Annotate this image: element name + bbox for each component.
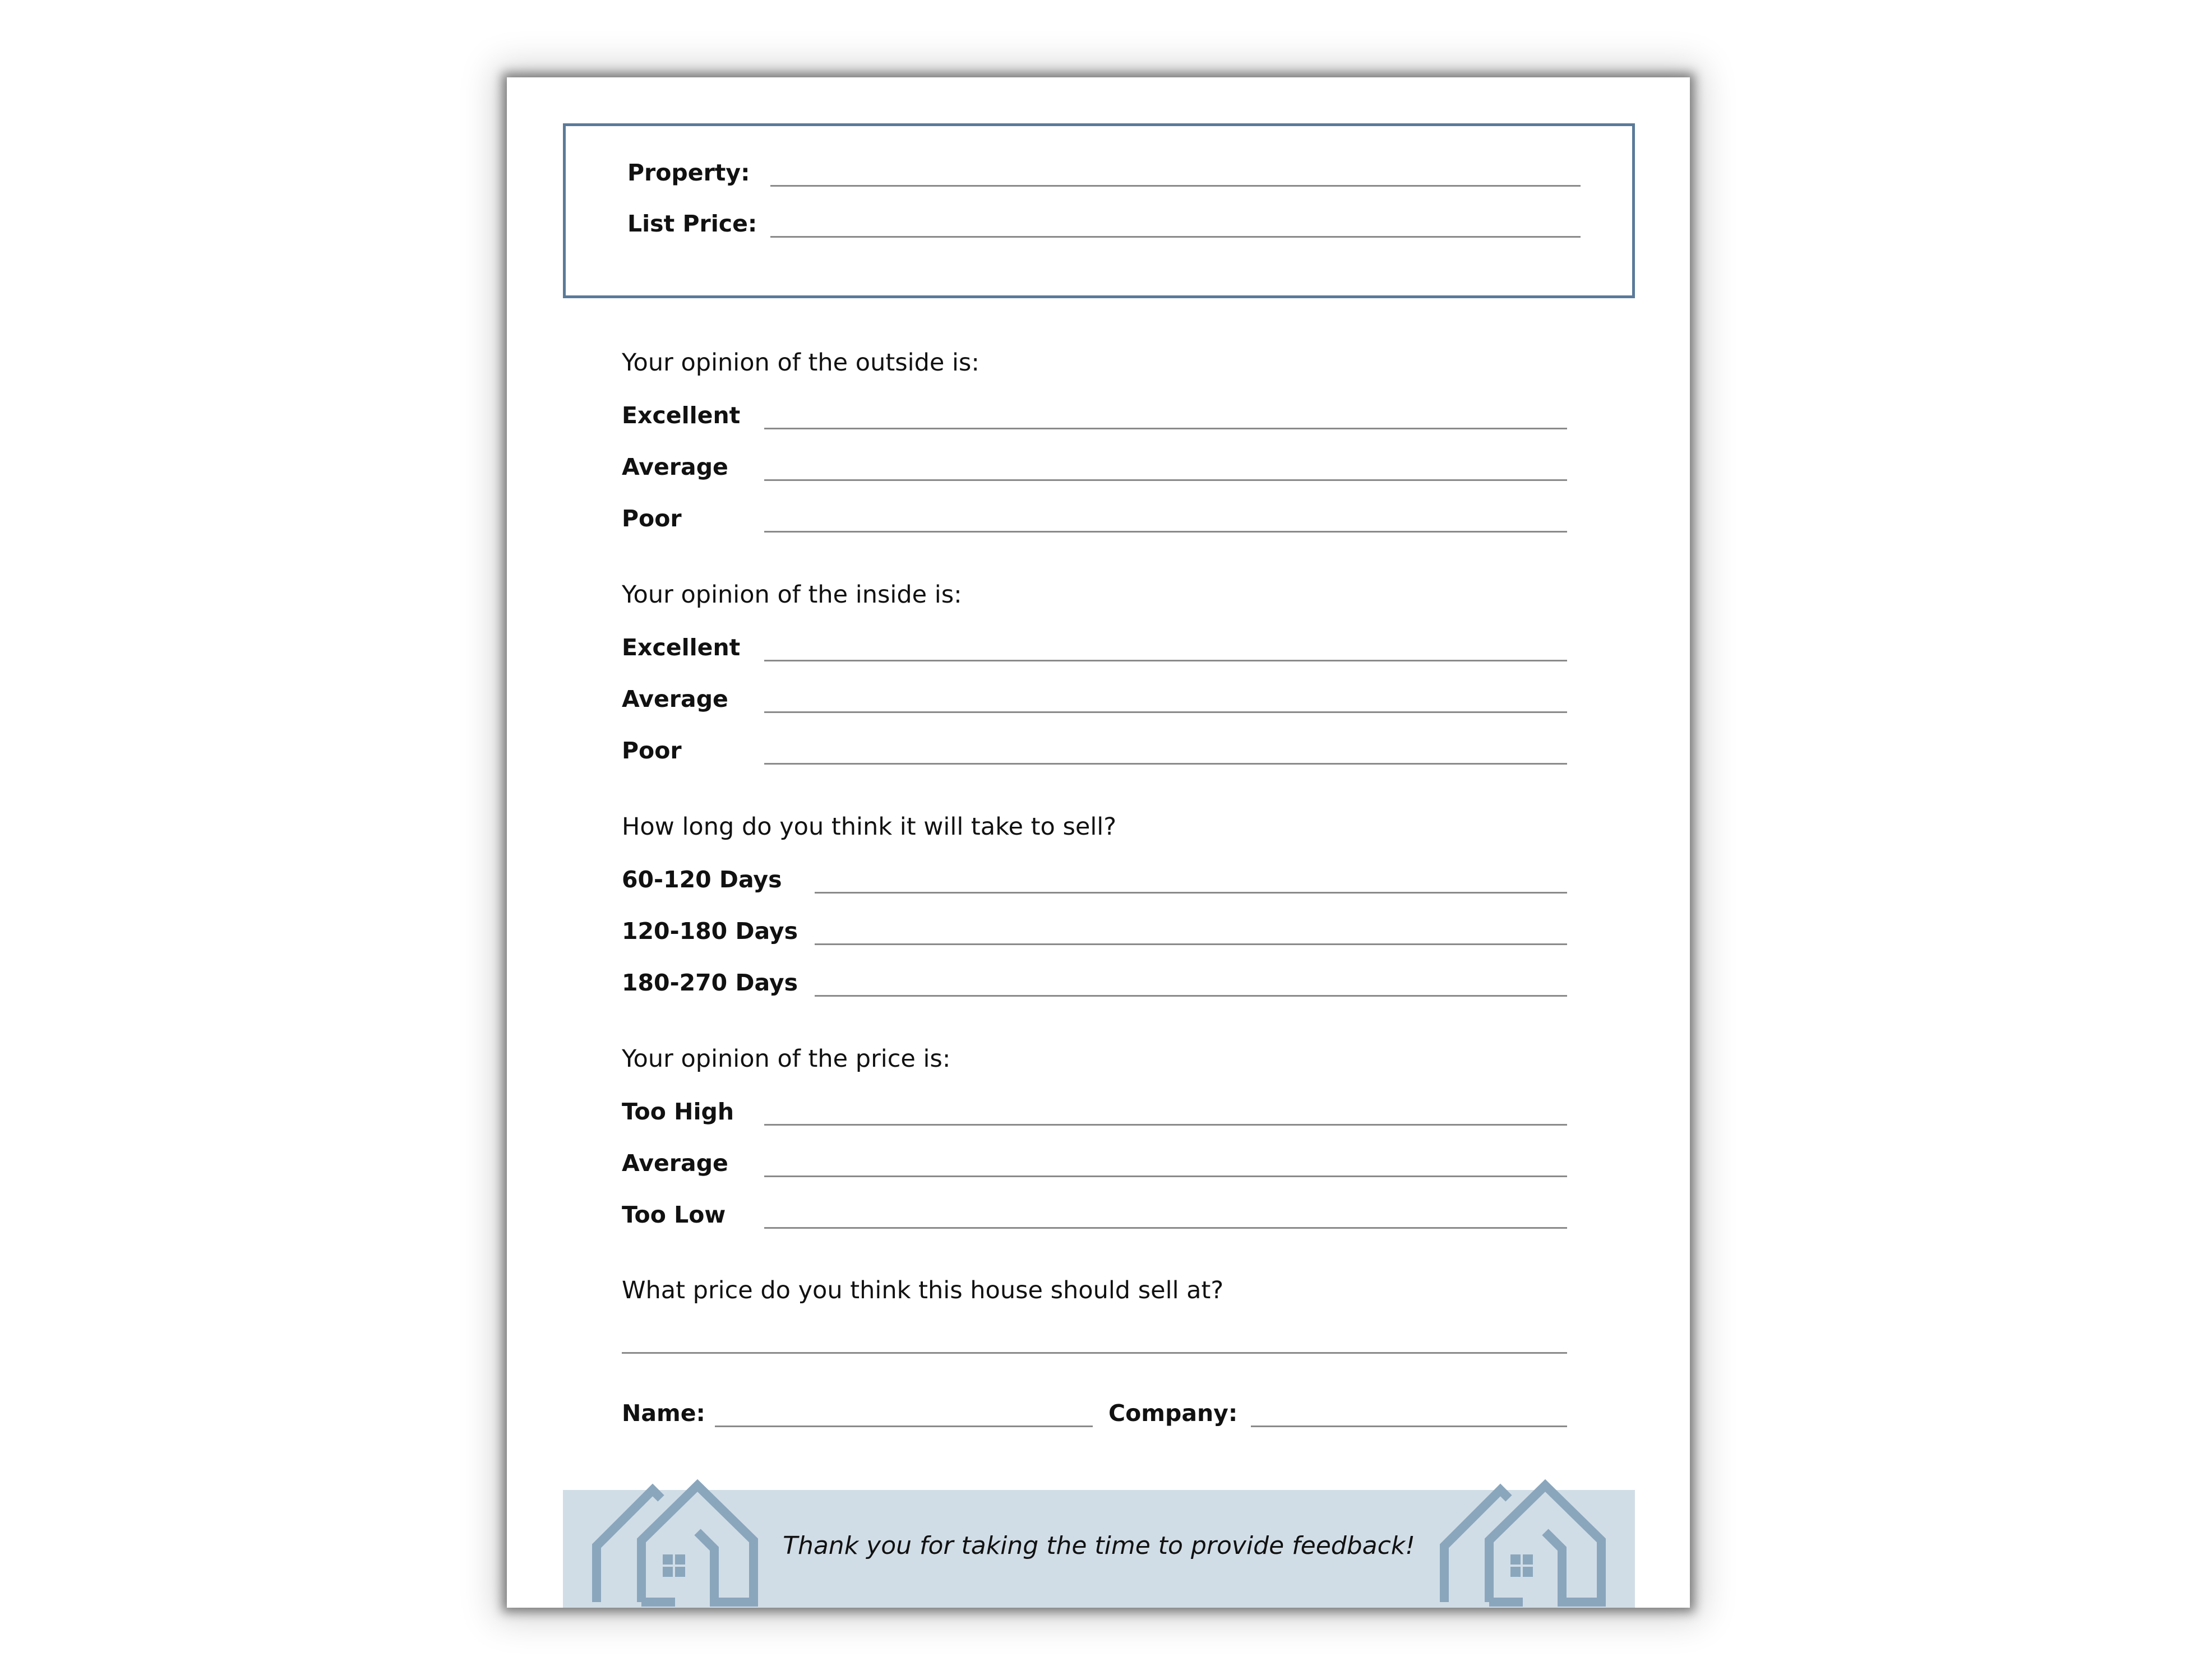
inside-poor-line[interactable] (764, 763, 1567, 765)
list-price-row (627, 205, 1581, 239)
price-too-high-line[interactable] (764, 1124, 1567, 1126)
outside-option-row (622, 397, 1567, 431)
time-180-270-line[interactable] (815, 995, 1567, 997)
list-price-label: List Price: (627, 210, 757, 237)
list-price-input-line[interactable] (770, 236, 1581, 238)
option-label: 180-270 Days (622, 969, 798, 996)
company-label: Company: (1108, 1400, 1238, 1427)
property-row (627, 154, 1581, 188)
option-label: Excellent (622, 634, 741, 661)
inside-excellent-line[interactable] (764, 660, 1567, 661)
option-label: Average (622, 1150, 728, 1177)
sell-price-input-line[interactable] (622, 1352, 1567, 1354)
price-average-line[interactable] (764, 1175, 1567, 1177)
option-label: Poor (622, 505, 682, 532)
inside-option-row (622, 629, 1567, 663)
company-input-line[interactable] (1251, 1426, 1567, 1427)
time-option-row (622, 861, 1567, 895)
property-input-line[interactable] (770, 185, 1581, 187)
company-row (1108, 1395, 1567, 1428)
property-info-box (563, 123, 1635, 298)
price-option-row (622, 1093, 1567, 1127)
inside-opinion-question: Your opinion of the inside is: (622, 581, 962, 609)
price-option-row (622, 1196, 1567, 1230)
price-too-low-line[interactable] (764, 1227, 1567, 1229)
option-label: Too Low (622, 1201, 726, 1228)
time-to-sell-question: How long do you think it will take to sell? (622, 813, 1117, 841)
house-icon (591, 1462, 765, 1608)
time-120-180-line[interactable] (815, 943, 1567, 945)
outside-opinion-question: Your opinion of the outside is: (622, 349, 980, 377)
inside-average-line[interactable] (764, 711, 1567, 713)
name-label: Name: (622, 1400, 705, 1427)
time-option-row (622, 964, 1567, 998)
time-60-120-line[interactable] (815, 892, 1567, 894)
time-option-row (622, 913, 1567, 946)
outside-poor-line[interactable] (764, 531, 1567, 533)
outside-option-row (622, 448, 1567, 482)
option-label: 60-120 Days (622, 866, 782, 893)
option-label: Poor (622, 737, 682, 764)
name-input-line[interactable] (715, 1426, 1093, 1427)
outside-average-line[interactable] (764, 479, 1567, 481)
inside-option-row (622, 732, 1567, 766)
inside-option-row (622, 681, 1567, 714)
property-label: Property: (627, 159, 750, 186)
option-label: Excellent (622, 402, 741, 429)
outside-excellent-line[interactable] (764, 428, 1567, 429)
price-opinion-question: Your opinion of the price is: (622, 1045, 951, 1073)
option-label: Average (622, 686, 728, 712)
option-label: 120-180 Days (622, 918, 798, 945)
feedback-form-page (507, 77, 1690, 1608)
name-row (622, 1395, 1093, 1428)
house-icon (1439, 1462, 1613, 1608)
footer-thank-you-message: Thank you for taking the time to provide feedback! (783, 1531, 1415, 1560)
outside-option-row (622, 500, 1567, 534)
option-label: Average (622, 453, 728, 480)
option-label: Too High (622, 1098, 734, 1125)
price-option-row (622, 1145, 1567, 1178)
sell-price-question: What price do you think this house should sell at? (622, 1276, 1224, 1304)
